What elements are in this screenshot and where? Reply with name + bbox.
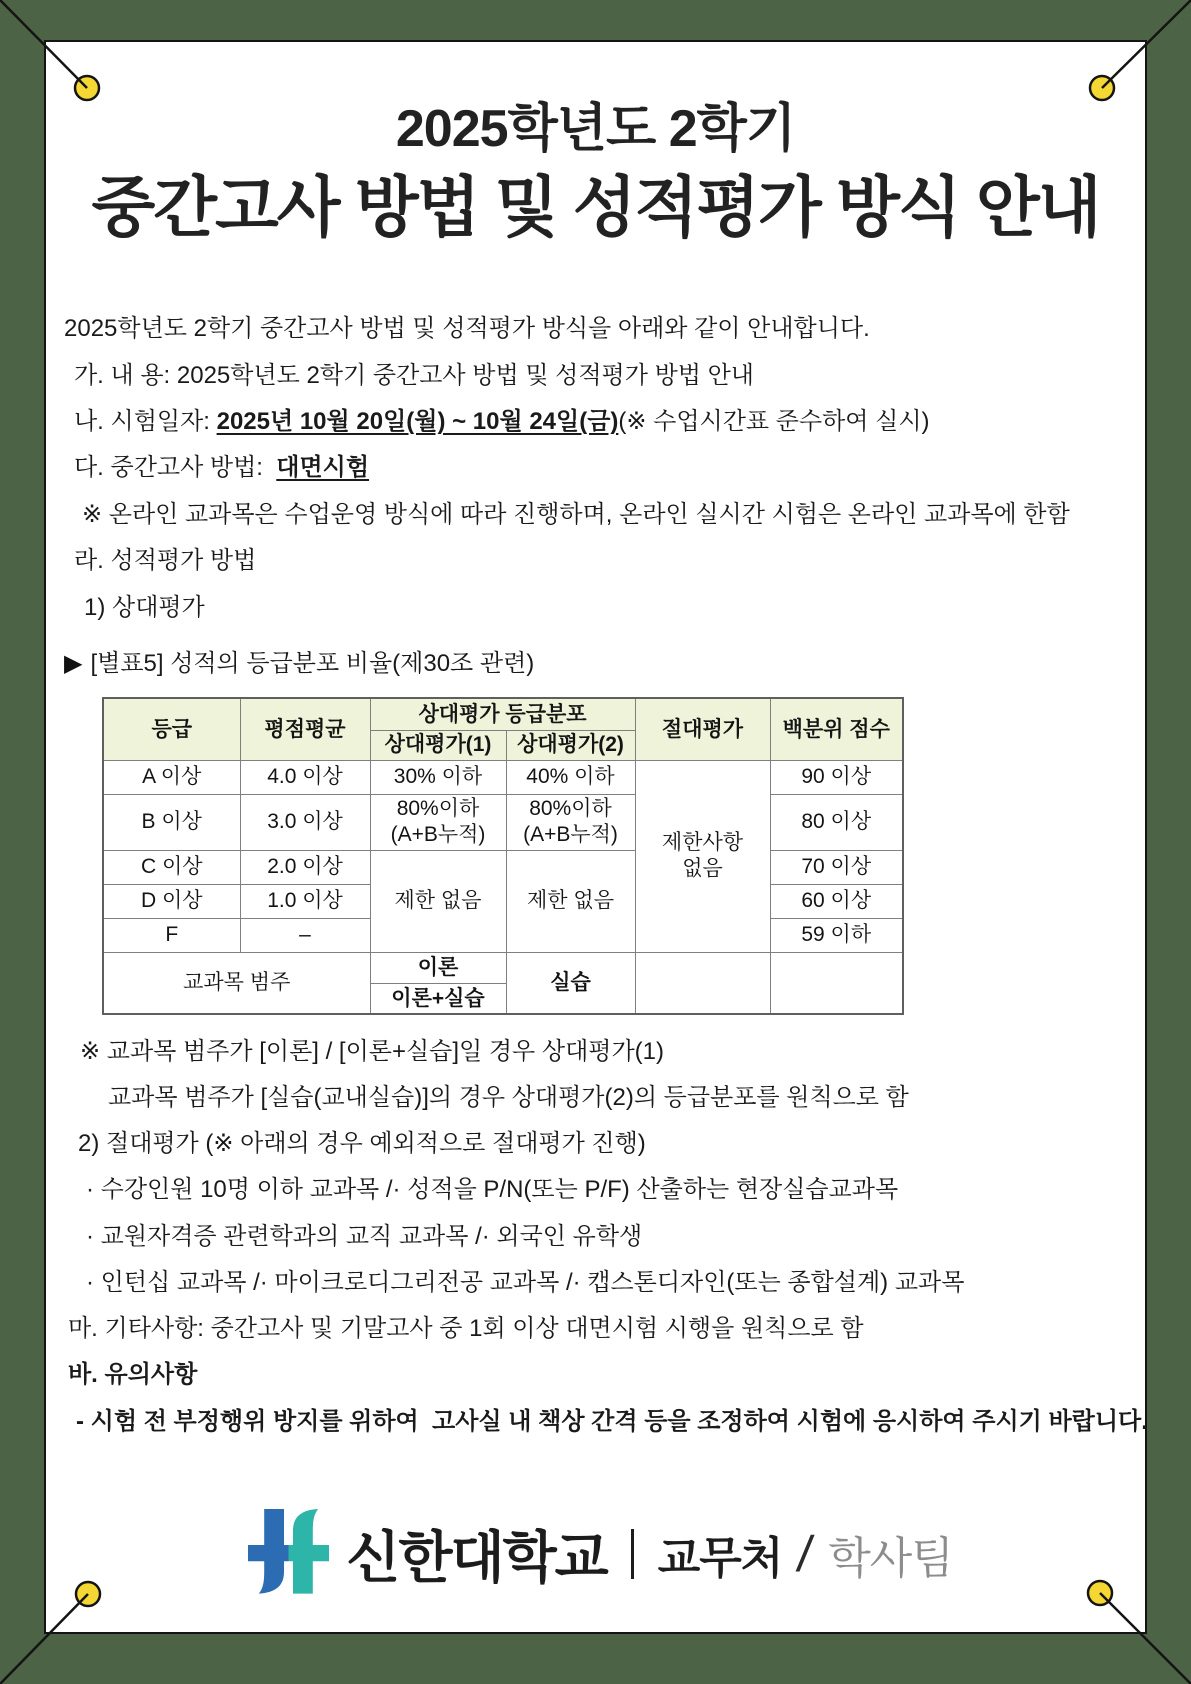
table-cell-rel2-merged: 제한 없음: [506, 850, 635, 952]
absolute-heading: 2) 절대평가 (※ 아래의 경우 예외적으로 절대평가 진행): [78, 1130, 646, 1157]
absolute-line2: 없음: [682, 857, 723, 880]
item-exam-method: [74, 452, 369, 484]
table-cell-category-theory: 이론: [370, 952, 506, 983]
table-cell: 4.0 이상: [240, 760, 370, 794]
table-cell-category-theory-practice: 이론+실습: [370, 983, 506, 1014]
b-rel2-line2: (A+B누적): [523, 823, 618, 846]
title-line2: 중간고사 방법 및 성적평가 방식 안내: [91, 170, 1100, 244]
item-grading: 라. 성적평가 방법: [74, 547, 257, 574]
team-name: 학사팀: [828, 1534, 953, 1583]
exam-date-prefix: 나. 시험일자:: [74, 408, 217, 435]
table-cell: [370, 794, 506, 850]
b-rel1-line2: (A+B누적): [390, 823, 486, 846]
col-header-relative1: 상대평가(1): [370, 730, 506, 760]
caution-text: - 시험 전 부정행위 방지를 위하여 고사실 내 책상 간격 등을 조정하여 시험에 응시하여 주시기 바랍니다.: [76, 1408, 1148, 1435]
note-online: ※ 온라인 교과목은 수업운영 방식에 따라 진행하며, 온라인 실시간 시험은 온라인 교과목에 한함: [82, 501, 1070, 528]
col-header-relative-group: 상대평가 등급분포: [370, 698, 635, 730]
table-cell-empty: [770, 952, 903, 1014]
table-cell: –: [240, 918, 370, 952]
exam-date-suffix: (※ 수업시간표 준수하여 실시): [618, 408, 930, 435]
table-cell-absolute-merged: [635, 760, 770, 952]
department-name: 교무처: [657, 1534, 783, 1583]
university-logo-icon: [238, 1509, 330, 1599]
footer-brand: [46, 1504, 1145, 1604]
exam-method-prefix: 다. 중간고사 방법:: [74, 454, 277, 481]
table-cell: 60 이상: [770, 884, 903, 918]
table-cell: [506, 794, 635, 850]
table-cell: D 이상: [103, 884, 240, 918]
relative-heading: 1) 상대평가: [84, 594, 205, 621]
table-cell-empty: [635, 952, 770, 1014]
item-caution-heading: 바. 유의사항: [68, 1361, 198, 1388]
table-cell-rel1-merged: 제한 없음: [370, 850, 506, 952]
triangle-arrow-icon: ▶: [64, 650, 83, 677]
table-cell: 80 이상: [770, 794, 903, 850]
table-cell: A 이상: [103, 760, 240, 794]
title-line1: 2025학년도 2학기: [395, 100, 796, 158]
item-content: 가. 내 용: 2025학년도 2학기 중간고사 방법 및 성적평가 방법 안내: [74, 362, 754, 389]
bullet-item: · 인턴십 교과목 /· 마이크로디그리전공 교과목 /· 캡스톤디자인(또는 종합설계) 교과목: [86, 1269, 965, 1296]
bullet-item: · 수강인원 10명 이하 교과목 /· 성적을 P/N(또는 P/F) 산출하는 현장실습교과목: [86, 1176, 899, 1203]
b-rel2-line1: 80%이하: [529, 797, 612, 820]
vertical-divider: [631, 1529, 634, 1579]
table-cell: 1.0 이상: [240, 884, 370, 918]
note-category-1: ※ 교과목 범주가 [이론] / [이론+실습]일 경우 상대평가(1): [80, 1038, 664, 1065]
table-cell-category-practice: 실습: [506, 952, 635, 1014]
item-other: 마. 기타사항: 중간고사 및 기말고사 중 1회 이상 대면시험 시행을 원칙으로 함: [68, 1315, 864, 1342]
grade-distribution-table: [102, 697, 904, 1015]
col-header-percentile: 백분위 점수: [770, 698, 903, 760]
col-header-gpa: 평점평균: [240, 698, 370, 760]
university-name: 신한대학교: [346, 1526, 607, 1589]
table-cell: 30% 이하: [370, 760, 506, 794]
table-cell: 40% 이하: [506, 760, 635, 794]
table-cell-category-label: 교과목 범주: [103, 952, 370, 1014]
notice-paper: [44, 40, 1147, 1634]
table-cell: C 이상: [103, 850, 240, 884]
exam-method-value: 대면시험: [276, 454, 370, 481]
absolute-line1: 제한사항: [661, 831, 744, 854]
table-cell: 2.0 이상: [240, 850, 370, 884]
col-header-absolute: 절대평가: [635, 698, 770, 760]
table-cell: F: [103, 918, 240, 952]
col-header-relative2: 상대평가(2): [506, 730, 635, 760]
table-caption: [64, 648, 534, 680]
exam-date-value: 2025년 10월 20일(월) ~ 10월 24일(금): [216, 408, 619, 435]
table-cell: 70 이상: [770, 850, 903, 884]
table-cell: B 이상: [103, 794, 240, 850]
col-header-grade: 등급: [103, 698, 240, 760]
slash-separator: /: [794, 1526, 817, 1582]
intro-text: 2025학년도 2학기 중간고사 방법 및 성적평가 방식을 아래와 같이 안내합니다.: [64, 315, 870, 342]
bullet-item: · 교원자격증 관련학과의 교직 교과목 /· 외국인 유학생: [86, 1223, 643, 1250]
note-category-2: 교과목 범주가 [실습(교내실습)]의 경우 상대평가(2)의 등급분포를 원칙으로 함: [108, 1084, 909, 1111]
table-caption-text: [별표5] 성적의 등급분포 비율(제30조 관련): [90, 650, 535, 677]
b-rel1-line1: 80%이하: [396, 797, 480, 820]
table-cell: 59 이하: [770, 918, 903, 952]
table-cell: 90 이상: [770, 760, 903, 794]
item-exam-date: [74, 406, 930, 438]
table-cell: 3.0 이상: [240, 794, 370, 850]
